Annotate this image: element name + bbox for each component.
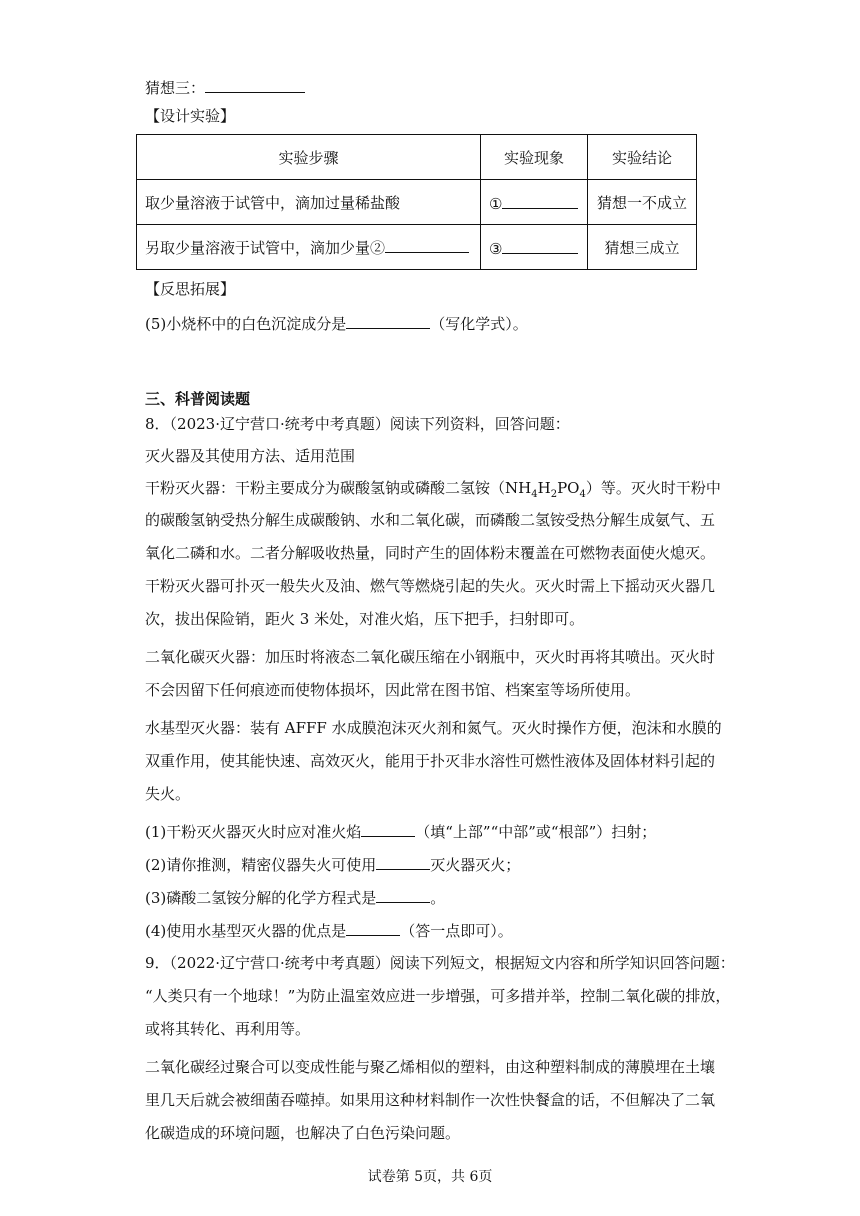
q8-p2-line1: 二氧化碳灭火器：加压时将液态二氧化碳压缩在小钢瓶中，灭火时再将其喷出。灭火时	[145, 648, 716, 666]
row2-conclusion: 猜想三成立	[588, 225, 697, 270]
header-conclusion: 实验结论	[588, 135, 697, 180]
q8-p1-line5: 次，拔出保险销，距火 3 米处，对准火焰，压下把手，扫射即可。	[145, 610, 585, 628]
row1-phenomenon-blank[interactable]	[502, 192, 578, 209]
q8-p3-line2: 双重作用，使其能快速、高效灭火，能用于扑灭非水溶性可燃性液体及固体材料引起的	[145, 752, 716, 770]
q9-line1: “人类只有一个地球！”为防止温室效应进一步增强，可多措并举，控制二氧化碳的排放，	[145, 987, 731, 1005]
header-phenomenon: 实验现象	[481, 135, 588, 180]
q8-header: 8．（2023·辽宁营口·统考中考真题）阅读下列资料，回答问题：	[145, 415, 570, 433]
row1-conclusion: 猜想一不成立	[588, 180, 697, 225]
row1-step: 取少量溶液于试管中，滴加过量稀盐酸	[137, 180, 481, 225]
q8-p1-line4: 干粉灭火器可扑灭一般失火及油、燃气等燃烧引起的失火。灭火时需上下摇动灭火器几	[145, 577, 716, 595]
q8-sub4-blank[interactable]	[346, 919, 400, 936]
q8-sub3-blank[interactable]	[376, 886, 430, 903]
q8-p1-line3: 氧化二磷和水。二者分解吸收热量，同时产生的固体粉末覆盖在可燃物表面使火熄灭。	[145, 544, 716, 562]
q9-line2: 或将其转化、再利用等。	[145, 1020, 311, 1038]
page-footer: 试卷第 5页，共 6页	[367, 1169, 493, 1185]
table-header-row	[137, 135, 697, 180]
q9-line4: 里几天后就会被细菌吞噬掉。如果用这种材料制作一次性快餐盒的话，不但解决了二氧	[145, 1091, 716, 1109]
row2-phenomenon-blank[interactable]	[502, 237, 578, 254]
q8-sub2: (2)请你推测，精密仪器失火可使用 灭火器灭火；	[145, 853, 520, 875]
reflect-heading: 【反思拓展】	[145, 280, 236, 298]
q5-text: (5)小烧杯中的白色沉淀成分是	[145, 315, 347, 333]
q8-p3-line3: 失火。	[145, 785, 191, 803]
q9-header: 9．（2022·辽宁营口·统考中考真题）阅读下列短文，根据短文内容和所学知识回答问题：	[145, 954, 735, 972]
header-step: 实验步骤	[137, 135, 481, 180]
q8-p3-line1: 水基型灭火器：装有 AFFF 水成膜泡沫灭火剂和氮气。灭火时操作方便，泡沫和水膜的	[145, 719, 722, 737]
q8-p1-line2: 的碳酸氢钠受热分解生成碳酸钠、水和二氧化碳，而磷酸二氢铵受热分解生成氨气、五	[145, 511, 716, 529]
table-row	[137, 225, 697, 270]
design-heading: 【设计实验】	[145, 107, 236, 125]
row2-step-blank[interactable]	[385, 236, 469, 253]
table-row	[137, 180, 697, 225]
experiment-table	[136, 134, 697, 270]
guess3-label: 猜想三：	[145, 79, 206, 97]
guess3-line	[145, 76, 305, 98]
q5-blank[interactable]	[346, 312, 430, 329]
q5-line	[145, 312, 528, 334]
row2-phenomenon: ③	[481, 225, 588, 270]
row2-step: 另取少量溶液于试管中，滴加少量②	[137, 225, 481, 270]
section-3-title: 三、科普阅读题	[145, 390, 251, 408]
q8-p1-line1: 干粉灭火器：干粉主要成分为碳酸氢钠或磷酸二氢铵$(NH_4H_2PO_4)$等。灭火时干粉中	[145, 479, 721, 500]
q8-sub4: (4)使用水基型灭火器的优点是 （答一点即可）。	[145, 919, 513, 941]
guess3-blank[interactable]	[205, 76, 305, 93]
q8-sub2-blank[interactable]	[376, 853, 430, 870]
q8-sub1-blank[interactable]	[361, 820, 415, 837]
q5-suffix: （写化学式）。	[430, 315, 528, 333]
q8-p2-line2: 不会因留下任何痕迹而使物体损坏，因此常在图书馆、档案室等场所使用。	[145, 681, 641, 699]
q8-sub3: (3)磷酸二氢铵分解的化学方程式是 。	[145, 886, 445, 908]
q9-line5: 化碳造成的环境问题，也解决了白色污染问题。	[145, 1124, 461, 1142]
q8-sub1: (1)干粉灭火器灭火时应对准火焰 （填“上部”“中部”或“根部”）扫射；	[145, 820, 656, 842]
row1-phenomenon: ①	[481, 180, 588, 225]
q9-line3: 二氧化碳经过聚合可以变成性能与聚乙烯相似的塑料，由这种塑料制成的薄膜埋在土壤	[145, 1058, 716, 1076]
q8-title: 灭火器及其使用方法、适用范围	[145, 447, 356, 465]
